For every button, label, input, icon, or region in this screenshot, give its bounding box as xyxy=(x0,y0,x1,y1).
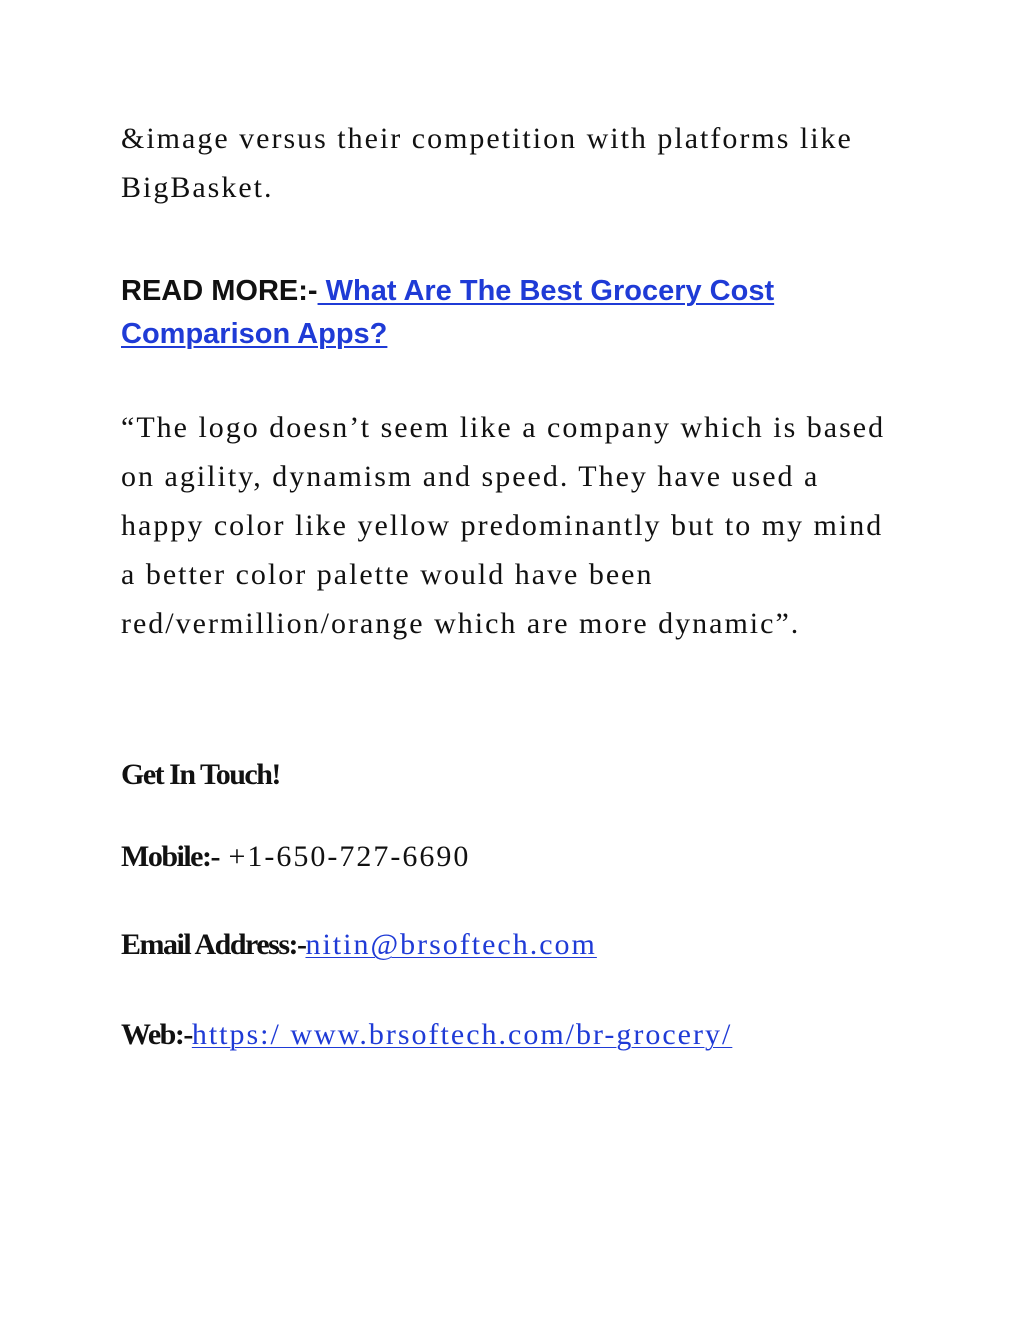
email-label: Email Address:- xyxy=(121,928,306,961)
mobile-line xyxy=(121,840,470,874)
mobile-label: Mobile:- xyxy=(121,840,219,873)
email-link[interactable]: nitin@brsoftech.com xyxy=(305,928,597,961)
email-line xyxy=(121,928,597,962)
web-link[interactable]: https:/ www.brsoftech.com/br-grocery/ xyxy=(191,1018,733,1051)
quote-paragraph: “The logo doesn’t seem like a company which is based on agility, dynamism and speed. They have used a happy color like yellow predominantly but to my mind a better color palette would have been red/vermillion/orange which are more dynamic”. xyxy=(121,411,886,640)
mobile-number: +1-650-727-6690 xyxy=(218,840,471,873)
intro-paragraph: &image versus their competition with platforms like BigBasket. xyxy=(121,122,853,204)
read-more-line xyxy=(121,270,911,356)
read-more-label: READ MORE:- xyxy=(121,275,318,307)
web-label: Web:- xyxy=(121,1018,192,1051)
get-in-touch-heading: Get In Touch! xyxy=(121,758,280,791)
read-more-link[interactable]: What Are The Best Grocery Cost Comparison Apps? xyxy=(121,275,775,350)
web-line xyxy=(121,1018,732,1052)
